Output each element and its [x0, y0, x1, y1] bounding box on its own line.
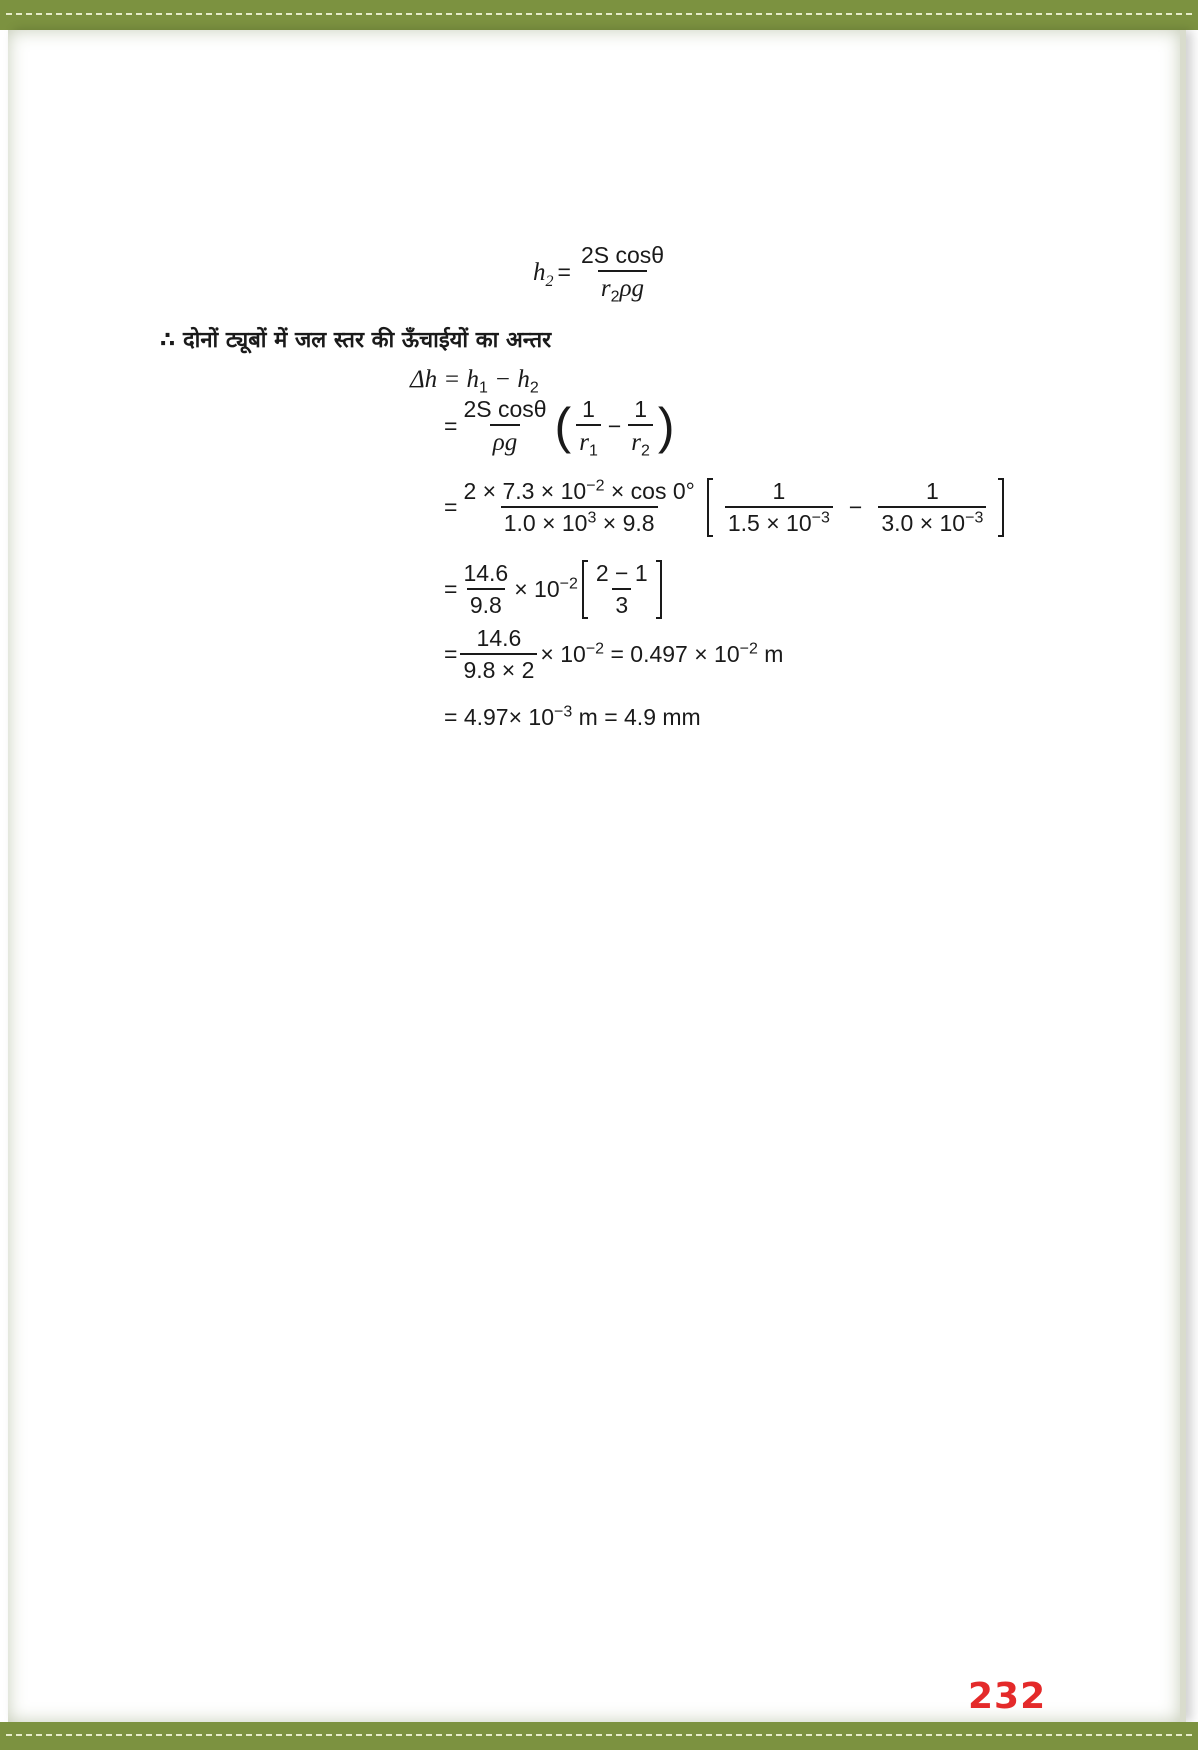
h2-denominator: $r_2\rho g$ [598, 270, 647, 301]
equals-sign: = [557, 259, 571, 285]
equation-h2 [533, 242, 670, 306]
page-number: 232 [968, 1676, 1047, 1717]
bottom-border [0, 1722, 1198, 1750]
step1-inner-2: $\frac{1}{r_2}$ [628, 398, 653, 455]
step2-fraction: $\frac{2 \times 7.3 \times 10^{-2} \times \cos 0^\circ}{1.0 \times 10^3 \times 9.8}$ [463, 477, 695, 536]
step2-term-2: $\frac{1}{3.0 \times 10^{-3}}$ [878, 480, 986, 535]
step-3: = $\frac{14.6}{9.8}$ × $10^{-2}$ $\frac{2 - 1}{3}$ [444, 560, 662, 619]
step1-inner-1: $\frac{1}{r_1}$ [576, 398, 601, 455]
equation-delta-h: $\Delta h = h_1 - h_2$ [410, 366, 539, 397]
h2-fraction [578, 242, 667, 306]
step3-inner-fraction: $\frac{2 - 1}{3}$ [595, 560, 648, 618]
step2-term-1: $\frac{1}{1.5 \times 10^{-3}}$ [725, 480, 833, 535]
step-1: = $\frac{\text{2S cosθ}}{\rho g}$ ( $\frac{1}{r_1}$ − $\frac{1}{r_2}$ ) [444, 396, 675, 460]
step4-fraction: $\frac{14.6}{9.8 \times 2}$ [460, 627, 537, 682]
step3-bracket [582, 560, 662, 619]
h2-numerator: 2S cosθ [580, 242, 665, 268]
step-4: = $\frac{14.6}{9.8 \times 2}$ × $10^{-2} = 0.497 \times 10^{-2}$ m [444, 625, 784, 683]
top-border [0, 0, 1198, 30]
bottom-border-stitch [6, 1734, 1192, 1736]
therefore-statement: ∴ दोनों ट्यूबों में जल स्तर की ऊँचाईयों का अन्तर [160, 328, 552, 353]
step3-fraction: $\frac{14.6}{9.8}$ [463, 560, 509, 618]
step-5: = $4.97\times 10^{-3}$ m = 4.9 mm [444, 703, 701, 730]
top-border-stitch [6, 13, 1192, 15]
h2-lhs: $h_2$ [533, 259, 554, 290]
step-2: = $\frac{2 \times 7.3 \times 10^{-2} \times \cos 0^\circ}{1.0 \times 10^3 \times 9.8}$ $\frac{1}{1.5 \times 10^{-3}}$ − $\frac{1}{3.0 \times 10^{-3}}$ [444, 478, 1004, 537]
step1-fraction: $\frac{\text{2S cosθ}}{\rho g}$ [463, 396, 547, 456]
step2-bracket: $\frac{1}{1.5 \times 10^{-3}}$ − $\frac{1}{3.0 \times 10^{-3}}$ [707, 478, 1005, 537]
